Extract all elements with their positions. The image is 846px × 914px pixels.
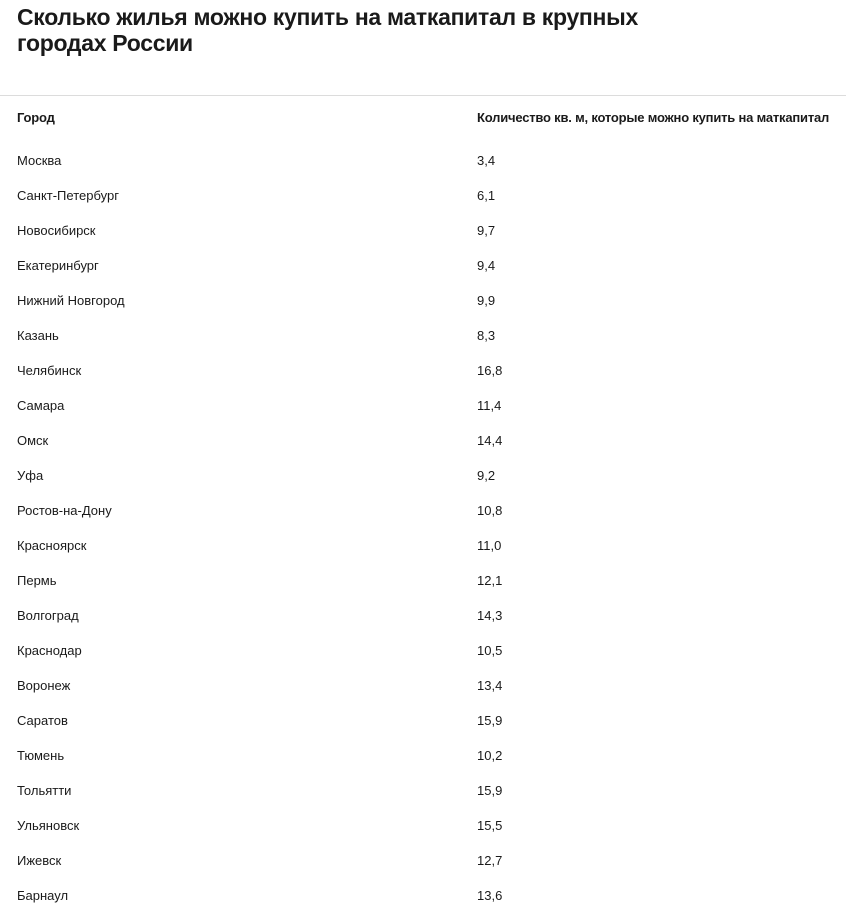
city-cell: Казань <box>17 328 59 343</box>
square-meters-cell: 12,7 <box>477 853 503 868</box>
table-row <box>0 564 846 599</box>
city-cell: Тюмень <box>17 748 65 763</box>
table-row <box>0 424 846 459</box>
square-meters-cell: 15,9 <box>477 783 503 798</box>
square-meters-cell: 12,1 <box>477 573 503 588</box>
header-square-meters: Количество кв. м, которые можно купить на маткапитал <box>477 110 830 125</box>
table-row <box>0 599 846 634</box>
table-row <box>0 704 846 739</box>
square-meters-cell: 11,4 <box>477 398 502 413</box>
square-meters-cell: 10,8 <box>477 503 503 518</box>
square-meters-cell: 8,3 <box>477 328 496 343</box>
city-cell: Ульяновск <box>17 818 80 833</box>
square-meters-cell: 11,0 <box>477 538 502 553</box>
square-meters-cell: 3,4 <box>477 153 496 168</box>
city-cell: Омск <box>17 433 49 448</box>
table-row <box>0 739 846 774</box>
table-row <box>0 879 846 914</box>
square-meters-cell: 15,5 <box>477 818 503 833</box>
city-cell: Тольятти <box>17 783 72 798</box>
city-cell: Самара <box>17 398 65 413</box>
square-meters-cell: 10,2 <box>477 748 503 763</box>
table-row <box>0 249 846 284</box>
table-row <box>0 809 846 844</box>
city-cell: Ростов-на-Дону <box>17 503 112 518</box>
square-meters-cell: 13,4 <box>477 678 503 693</box>
city-cell: Екатеринбург <box>17 258 99 273</box>
city-cell: Уфа <box>17 468 44 483</box>
square-meters-cell: 9,7 <box>477 223 496 238</box>
table-row <box>0 634 846 669</box>
table-row <box>0 844 846 879</box>
square-meters-cell: 9,4 <box>477 258 496 273</box>
table-row <box>0 669 846 704</box>
table-row <box>0 214 846 249</box>
table-row <box>0 494 846 529</box>
table-row <box>0 284 846 319</box>
city-cell: Челябинск <box>17 363 82 378</box>
table-row <box>0 354 846 389</box>
table-row <box>0 529 846 564</box>
square-meters-cell: 14,4 <box>477 433 503 448</box>
city-cell: Воронеж <box>17 678 71 693</box>
table-row <box>0 774 846 809</box>
square-meters-cell: 13,6 <box>477 888 503 903</box>
table-row <box>0 459 846 494</box>
square-meters-cell: 9,2 <box>477 468 496 483</box>
table-row <box>0 389 846 424</box>
city-cell: Ижевск <box>17 853 62 868</box>
table-row <box>0 179 846 214</box>
square-meters-cell: 6,1 <box>477 188 496 203</box>
city-cell: Санкт-Петербург <box>17 188 119 203</box>
city-cell: Новосибирск <box>17 223 96 238</box>
square-meters-cell: 10,5 <box>477 643 503 658</box>
city-cell: Волгоград <box>17 608 79 623</box>
header-city: Город <box>17 110 55 125</box>
city-cell: Краснодар <box>17 643 82 658</box>
square-meters-cell: 15,9 <box>477 713 503 728</box>
city-cell: Пермь <box>17 573 57 588</box>
square-meters-cell: 16,8 <box>477 363 503 378</box>
city-cell: Барнаул <box>17 888 69 903</box>
city-cell: Красноярск <box>17 538 87 553</box>
table-header <box>0 96 846 144</box>
table-body <box>0 144 846 914</box>
city-cell: Саратов <box>17 713 68 728</box>
page-title: Сколько жилья можно купить на маткапитал в крупных городах России <box>17 4 638 56</box>
city-cell: Москва <box>17 153 62 168</box>
table-row <box>0 319 846 354</box>
data-table <box>0 96 846 914</box>
square-meters-cell: 9,9 <box>477 293 496 308</box>
square-meters-cell: 14,3 <box>477 608 503 623</box>
table-row <box>0 144 846 179</box>
city-cell: Нижний Новгород <box>17 293 125 308</box>
